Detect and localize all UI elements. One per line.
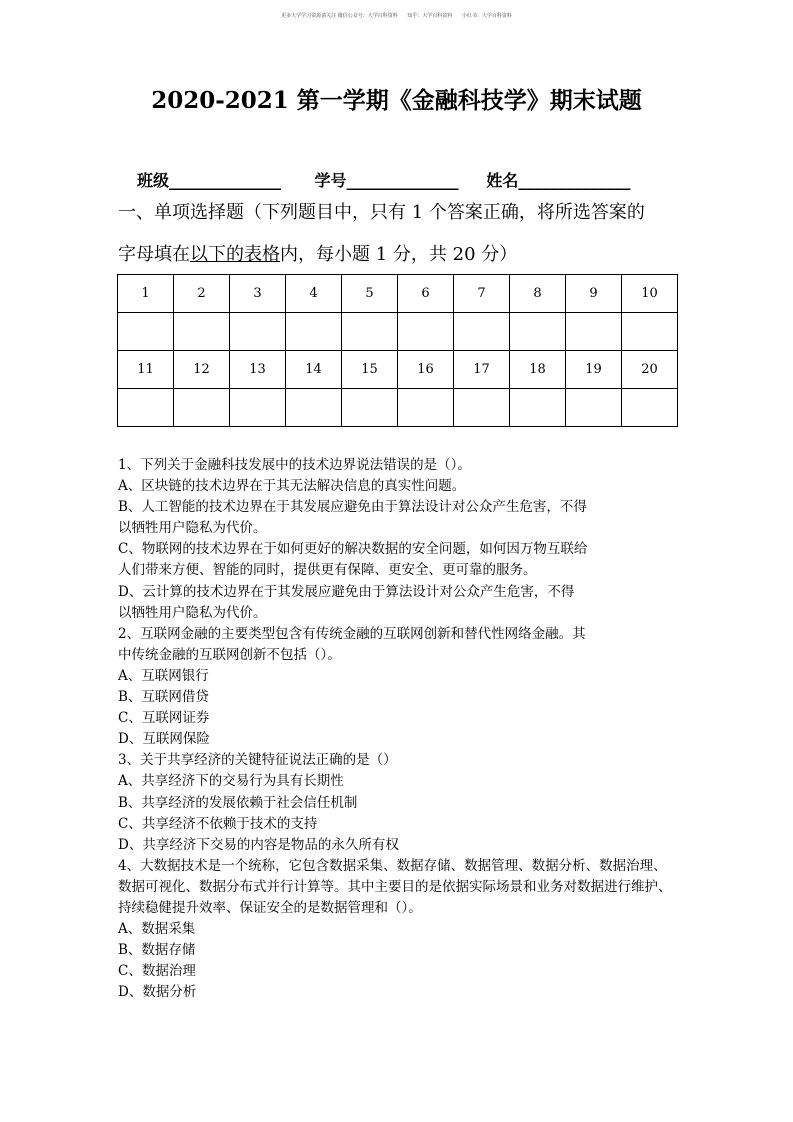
- class-label: 班级: [137, 171, 170, 190]
- instr-a: 字母填在: [118, 244, 190, 265]
- question-line: C、数据治理: [118, 963, 196, 980]
- instr-b: 内，每小题 1 分，共 20 分）: [280, 244, 518, 265]
- answer-cell[interactable]: [510, 389, 566, 427]
- question-line: D、互联网保险: [118, 731, 210, 748]
- name-blank: ______________: [518, 171, 631, 190]
- answer-cell[interactable]: [566, 313, 622, 351]
- question-line: A、区块链的技术边界在于其无法解决信息的真实性问题。: [118, 478, 466, 495]
- question-number-cell: 5: [342, 275, 398, 313]
- question-line: A、数据采集: [118, 921, 196, 938]
- page-title: 2020-2021 第一学期《金融科技学》期末试题: [151, 87, 642, 114]
- question-line: 1、下列关于金融科技发展中的技术边界说法错误的是（）。: [118, 457, 471, 473]
- question-line: D、云计算的技术边界在于其发展应避免由于算法设计对公众产生危害，不得: [118, 583, 575, 600]
- answer-cell[interactable]: [622, 313, 678, 351]
- question-number-cell: 10: [622, 275, 678, 313]
- question-number-cell: 16: [398, 351, 454, 389]
- answer-cell[interactable]: [174, 389, 230, 427]
- question-number-cell: 12: [174, 351, 230, 389]
- question-line: C、共享经济不依赖于技术的支持: [118, 815, 318, 832]
- answer-cell[interactable]: [230, 389, 286, 427]
- question-line: D、数据分析: [118, 984, 197, 1001]
- questions: [118, 455, 672, 1003]
- question-line: 3、关于共享经济的关键特征说法正确的是（）: [118, 752, 397, 769]
- question-line: 持续稳健提升效率、保证安全的是数据管理和（）。: [118, 899, 422, 916]
- question-line: D、共享经济下交易的内容是物品的永久所有权: [118, 836, 399, 853]
- question-line: 2、互联网金融的主要类型包含有传统金融的互联网创新和替代性网络金融。其: [118, 625, 586, 642]
- question-line: A、互联网银行: [118, 667, 209, 684]
- question-line: B、数据存储: [118, 942, 196, 959]
- header-note: 更多大学学习资源请关注 微信公众号：大学百科资料 知乎：大学百科资料 小红书：大学百科资料: [281, 13, 512, 19]
- answer-cell[interactable]: [286, 313, 342, 351]
- question-number-cell: 17: [454, 351, 510, 389]
- answer-table: [117, 274, 678, 427]
- question-number-cell: 9: [566, 275, 622, 313]
- question-number-cell: 13: [230, 351, 286, 389]
- question-line: C、物联网的技术边界在于如何更好的解决数据的安全问题，如何因万物互联给: [118, 541, 588, 558]
- answer-cell[interactable]: [454, 389, 510, 427]
- answer-cell[interactable]: [510, 313, 566, 351]
- answer-cell[interactable]: [342, 389, 398, 427]
- question-line: 4、大数据技术是一个统称，它包含数据采集、数据存储、数据管理、数据分析、数据治理、: [118, 857, 667, 874]
- section-instruction-2: [118, 240, 517, 266]
- question-number-cell: 3: [230, 275, 286, 313]
- answer-cell[interactable]: [622, 389, 678, 427]
- question-number-cell: 1: [118, 275, 174, 313]
- question-line: 以牺牲用户隐私为代价。: [118, 604, 267, 621]
- name-label: 姓名: [486, 171, 519, 190]
- question-number-cell: 8: [510, 275, 566, 313]
- question-line: B、互联网借贷: [118, 689, 209, 706]
- question-line: 中传统金融的互联网创新不包括（）。: [118, 646, 341, 663]
- section-instruction-1: 一、单项选择题（下列题目中，只有 1 个答案正确，将所选答案的: [118, 202, 645, 223]
- answer-cell[interactable]: [566, 389, 622, 427]
- question-number-cell: 15: [342, 351, 398, 389]
- question-line: 以牺牲用户隐私为代价。: [118, 520, 267, 537]
- answer-cell[interactable]: [342, 313, 398, 351]
- question-number-cell: 6: [398, 275, 454, 313]
- answer-cell[interactable]: [230, 313, 286, 351]
- question-line: B、共享经济的发展依赖于社会信任机制: [118, 794, 358, 811]
- question-number-cell: 18: [510, 351, 566, 389]
- student-info: [137, 168, 630, 191]
- question-line: 人们带来方便、智能的同时，提供更有保障、更安全、更可靠的服务。: [118, 562, 537, 579]
- answer-cell[interactable]: [454, 313, 510, 351]
- question-number-cell: 19: [566, 351, 622, 389]
- question-number-cell: 2: [174, 275, 230, 313]
- question-line: 数据可视化、数据分布式并行计算等。其中主要目的是依据实际场景和业务对数据进行维护、: [118, 878, 672, 895]
- answer-cell[interactable]: [286, 389, 342, 427]
- question-number-cell: 11: [118, 351, 174, 389]
- question-number-cell: 4: [286, 275, 342, 313]
- answer-cell[interactable]: [118, 313, 174, 351]
- answer-cell[interactable]: [398, 313, 454, 351]
- question-line: B、人工智能的技术边界在于其发展应避免由于算法设计对公众产生危害，不得: [118, 499, 587, 516]
- answer-cell[interactable]: [118, 389, 174, 427]
- question-line: C、互联网证券: [118, 710, 210, 727]
- class-blank: ______________: [169, 171, 282, 190]
- question-number-cell: 20: [622, 351, 678, 389]
- id-label: 学号: [314, 171, 347, 190]
- answer-cell[interactable]: [398, 389, 454, 427]
- answer-cell[interactable]: [174, 313, 230, 351]
- question-line: A、共享经济下的交易行为具有长期性: [118, 773, 344, 790]
- question-number-cell: 7: [454, 275, 510, 313]
- question-number-cell: 14: [286, 351, 342, 389]
- instr-underlined: 以下的表格: [190, 244, 280, 265]
- id-blank: ______________: [346, 171, 459, 190]
